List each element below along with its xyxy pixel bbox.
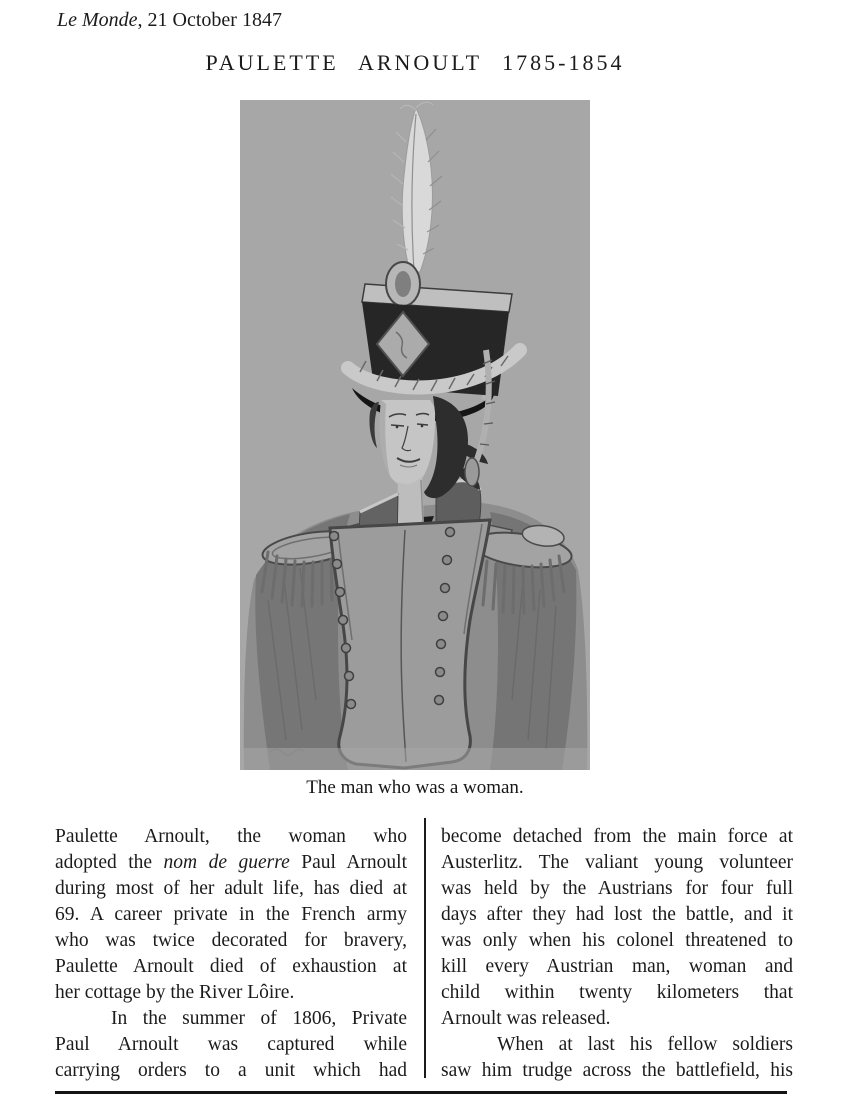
article-line: 69. A career private in the French army (55, 904, 407, 925)
article-line: carrying orders to a unit which had (55, 1060, 407, 1081)
article-line: during most of her adult life, has died at (55, 878, 407, 899)
publication-date: , 21 October 1847 (137, 9, 282, 31)
column-divider (424, 818, 426, 1078)
article-line: In the summer of 1806, Private (111, 1008, 407, 1029)
bottom-rule (55, 1091, 787, 1094)
portrait-figure (240, 100, 590, 799)
plastron (330, 520, 491, 768)
article-line: Paul Arnoult was captured while (55, 1034, 407, 1055)
article-line: adopted the nom de guerre Paul Arnoult (55, 852, 407, 873)
article-line: Austerlitz. The valiant young volunteer (441, 852, 793, 873)
article-column-right (441, 824, 793, 1084)
article-line: When at last his fellow soldiers (497, 1034, 793, 1055)
article-line: who was twice decorated for bravery, (55, 930, 407, 951)
obituary-title: PAULETTE ARNOULT 1785-1854 (205, 50, 625, 75)
portrait-illustration (240, 100, 590, 770)
article-line: saw him trudge across the battlefield, his (441, 1060, 793, 1081)
article-line: days after they had lost the battle, and it (441, 904, 793, 925)
publication-name: Le Monde (57, 9, 138, 31)
portrait-caption: The man who was a woman. (306, 777, 524, 798)
article-line: her cottage by the River Lôire. (55, 982, 295, 1003)
article-line: Paulette Arnoult died of exhaustion at (55, 956, 407, 977)
article-line: was held by the Austrians for four full (441, 878, 793, 899)
article-line: child within twenty kilometers that (441, 982, 793, 1003)
article-line: Arnoult was released. (441, 1008, 611, 1029)
masthead (57, 8, 282, 32)
article-column-left (55, 824, 407, 1084)
bottom-fade (240, 748, 590, 770)
article-line: was only when his colonel threatened to (441, 930, 793, 951)
article-line: Paulette Arnoult, the woman who (55, 826, 407, 847)
article-line: kill every Austrian man, woman and (441, 956, 793, 977)
article-line: become detached from the main force at (441, 826, 793, 847)
